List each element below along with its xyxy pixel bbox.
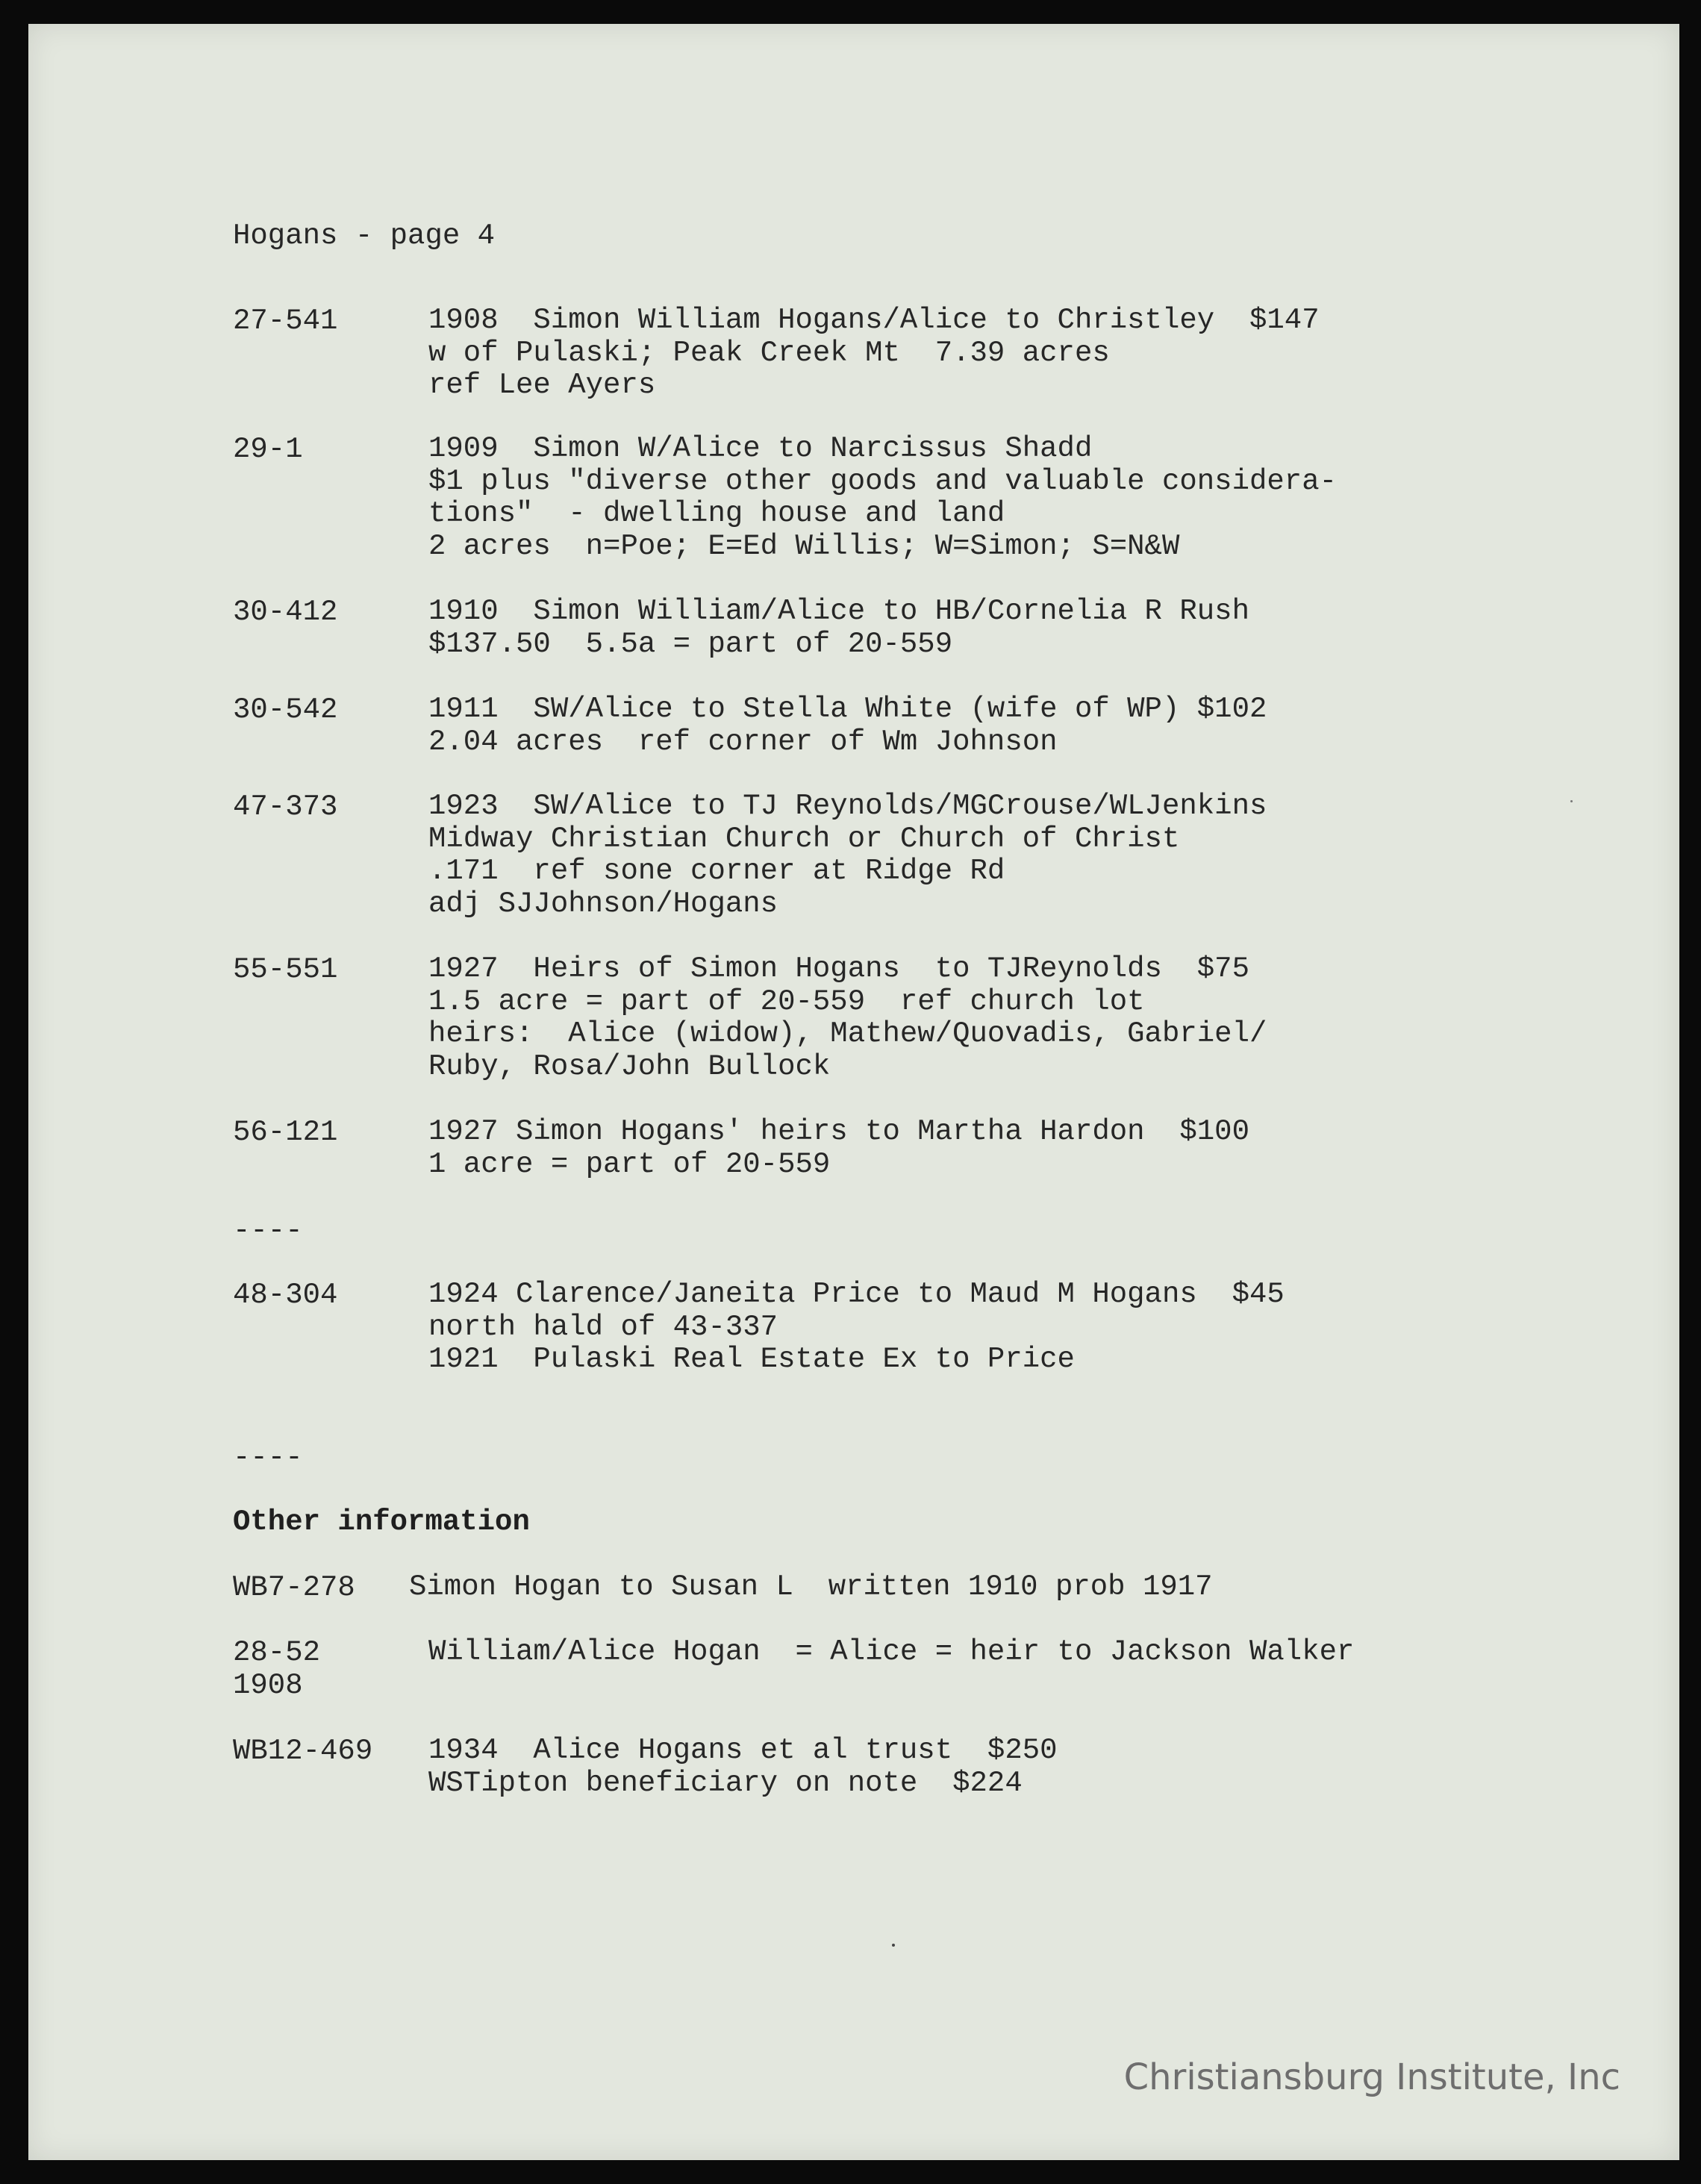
deed-line: 1923 SW/Alice to TJ Reynolds/MGCrouse/WLJenkins (428, 790, 1267, 823)
other-line: 1934 Alice Hogans et al trust $250 (428, 1734, 1058, 1767)
other-line: WSTipton beneficiary on note $224 (428, 1766, 1023, 1800)
deed-line: $137.50 5.5a = part of 20-559 (428, 627, 953, 661)
deed-line: tions" - dwelling house and land (428, 497, 1005, 530)
deed-lines (428, 790, 1267, 920)
deed-lines (428, 693, 1267, 758)
paper-speck (1570, 800, 1573, 802)
deed-line: 1909 Simon W/Alice to Narcissus Shadd (428, 432, 1093, 465)
deed-line: adj SJJohnson/Hogans (428, 887, 778, 920)
deed-line: 1927 Simon Hogans' heirs to Martha Hardon $100 (428, 1115, 1249, 1148)
deed-line: $1 plus "diverse other goods and valuable considera- (428, 464, 1337, 498)
other-lines (428, 1735, 1058, 1800)
deed-lines (428, 1279, 1285, 1376)
deed-ref: 56-121 (233, 1116, 338, 1149)
page-title: Hogans - page 4 (233, 219, 496, 252)
other-lines (409, 1571, 1213, 1604)
deed-line: 1924 Clarence/Janeita Price to Maud M Hogans $45 (428, 1278, 1285, 1311)
deed-line: ref Lee Ayers (428, 369, 656, 402)
watermark: Christiansburg Institute, Inc (1123, 2056, 1620, 2098)
deed-lines (428, 953, 1267, 1083)
deed-ref: 29-1 (233, 433, 303, 466)
other-ref: WB12-469 (233, 1735, 373, 1768)
deed-line: 1927 Heirs of Simon Hogans to TJReynolds $75 (428, 952, 1249, 985)
other-information-heading: Other information (233, 1506, 530, 1538)
deed-lines (428, 305, 1320, 402)
deed-line: 1911 SW/Alice to Stella White (wife of WP) $102 (428, 693, 1267, 726)
deed-line: heirs: Alice (widow), Mathew/Quovadis, Gabriel/ (428, 1017, 1267, 1050)
paper-sheet (28, 24, 1679, 2160)
deed-line: w of Pulaski; Peak Creek Mt 7.39 acres (428, 336, 1110, 369)
deed-ref: 55-551 (233, 953, 338, 986)
deed-ref: 30-542 (233, 693, 338, 726)
deed-line: north hald of 43-337 (428, 1310, 778, 1344)
other-ref: 28-52 (233, 1636, 321, 1669)
deed-lines (428, 433, 1337, 563)
separator: ---- (233, 1214, 303, 1247)
deed-line: 2 acres n=Poe; E=Ed Willis; W=Simon; S=N&W (428, 529, 1180, 563)
deed-line: 1910 Simon William/Alice to HB/Cornelia R Rush (428, 595, 1249, 628)
deed-line: 2.04 acres ref corner of Wm Johnson (428, 725, 1058, 758)
deed-line: 1908 Simon William Hogans/Alice to Christley $147 (428, 304, 1320, 337)
deed-ref: 47-373 (233, 790, 338, 823)
deed-line: Midway Christian Church or Church of Christ (428, 822, 1180, 855)
deed-lines (428, 596, 1249, 661)
deed-ref: 30-412 (233, 596, 338, 628)
other-line: Simon Hogan to Susan L written 1910 prob 1917 (409, 1570, 1213, 1603)
deed-line: Ruby, Rosa/John Bullock (428, 1049, 831, 1083)
deed-line: 1.5 acre = part of 20-559 ref church lot (428, 985, 1145, 1018)
separator: ---- (233, 1441, 303, 1474)
deed-lines (428, 1116, 1249, 1181)
other-line: William/Alice Hogan = Alice = heir to Jackson Walker (428, 1635, 1355, 1668)
deed-ref: 48-304 (233, 1279, 338, 1311)
paper-speck (892, 1944, 895, 1947)
deed-line: .171 ref sone corner at Ridge Rd (428, 855, 1005, 887)
deed-line: 1921 Pulaski Real Estate Ex to Price (428, 1343, 1075, 1376)
deed-line: 1 acre = part of 20-559 (428, 1147, 831, 1181)
other-ref: WB7-278 (233, 1571, 355, 1604)
other-lines (428, 1636, 1354, 1669)
deed-ref: 27-541 (233, 305, 338, 337)
other-wrap-line: 1908 (233, 1669, 303, 1702)
